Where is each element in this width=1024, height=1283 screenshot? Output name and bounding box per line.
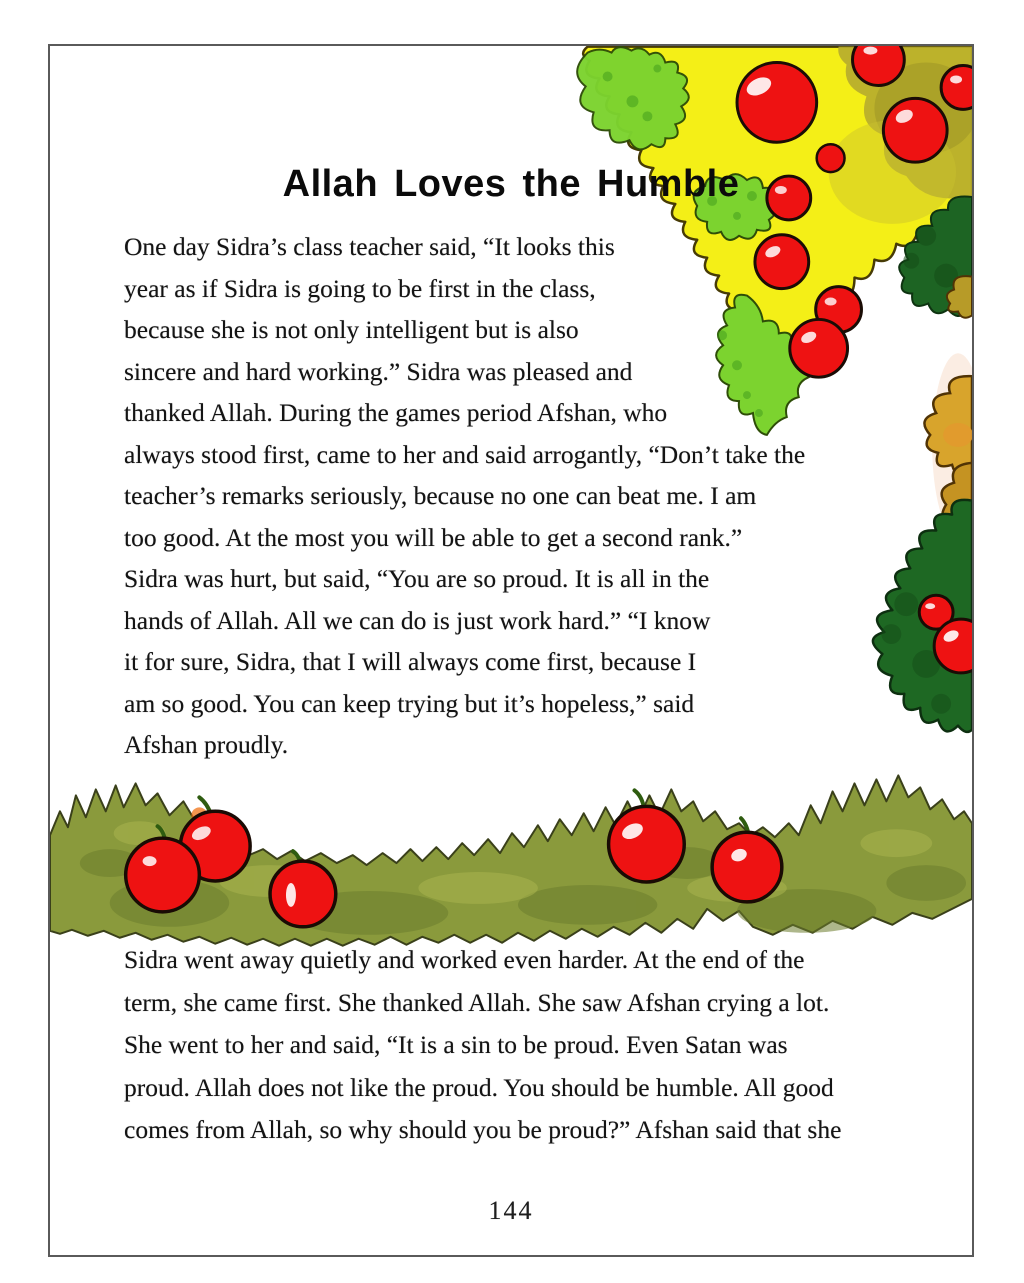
page-title: Allah Loves the Humble — [282, 163, 740, 206]
gold-leaf-patch — [943, 423, 972, 447]
story-line: year as if Sidra is going to be first in the class, — [124, 273, 596, 303]
branch-leaves-illustration — [873, 353, 972, 732]
story-line: because she is not only intelligent but is also — [124, 315, 579, 344]
story-line: comes from Allah, so why should you be proud?” Afshan said that she — [124, 1115, 842, 1144]
story-line: teacher’s remarks seriously, because no one can beat me. I am — [124, 481, 757, 510]
page-border — [48, 44, 974, 1257]
story-line: too good. At the most you will be able to get a second rank.” — [124, 522, 743, 552]
story-line: Sidra was hurt, but said, “You are so proud. It is all in the — [124, 564, 710, 593]
story-line: am so good. You can keep trying but it’s hopeless,” said — [124, 688, 695, 718]
story-line: One day Sidra’s class teacher said, “It looks this — [124, 232, 615, 261]
story-line: hands of Allah. All we can do is just work hard.” “I know — [124, 605, 711, 635]
page-number: 144 — [488, 1196, 534, 1225]
story-line: always stood first, came to her and said arrogantly, “Don’t take the — [124, 439, 806, 469]
story-line: it for sure, Sidra, that I will always come first, because I — [124, 647, 697, 676]
story-line: proud. Allah does not like the proud. You should be humble. All good — [124, 1072, 834, 1102]
story-line: She went to her and said, “It is a sin to be proud. Even Satan was — [124, 1030, 788, 1059]
story-line: Afshan proudly. — [124, 730, 289, 759]
story-line: sincere and hard working.” Sidra was pleased and — [124, 356, 633, 386]
story-line: term, she came first. She thanked Allah. She saw Afshan crying a lot. — [124, 987, 830, 1017]
story-line: thanked Allah. During the games period Afshan, who — [124, 398, 668, 427]
apple-hedge-illustration — [50, 775, 972, 945]
story-paragraph-2 — [124, 939, 841, 1152]
story-line: Sidra went away quietly and worked even harder. At the end of the — [124, 945, 805, 974]
story-paragraph-1 — [124, 226, 805, 766]
